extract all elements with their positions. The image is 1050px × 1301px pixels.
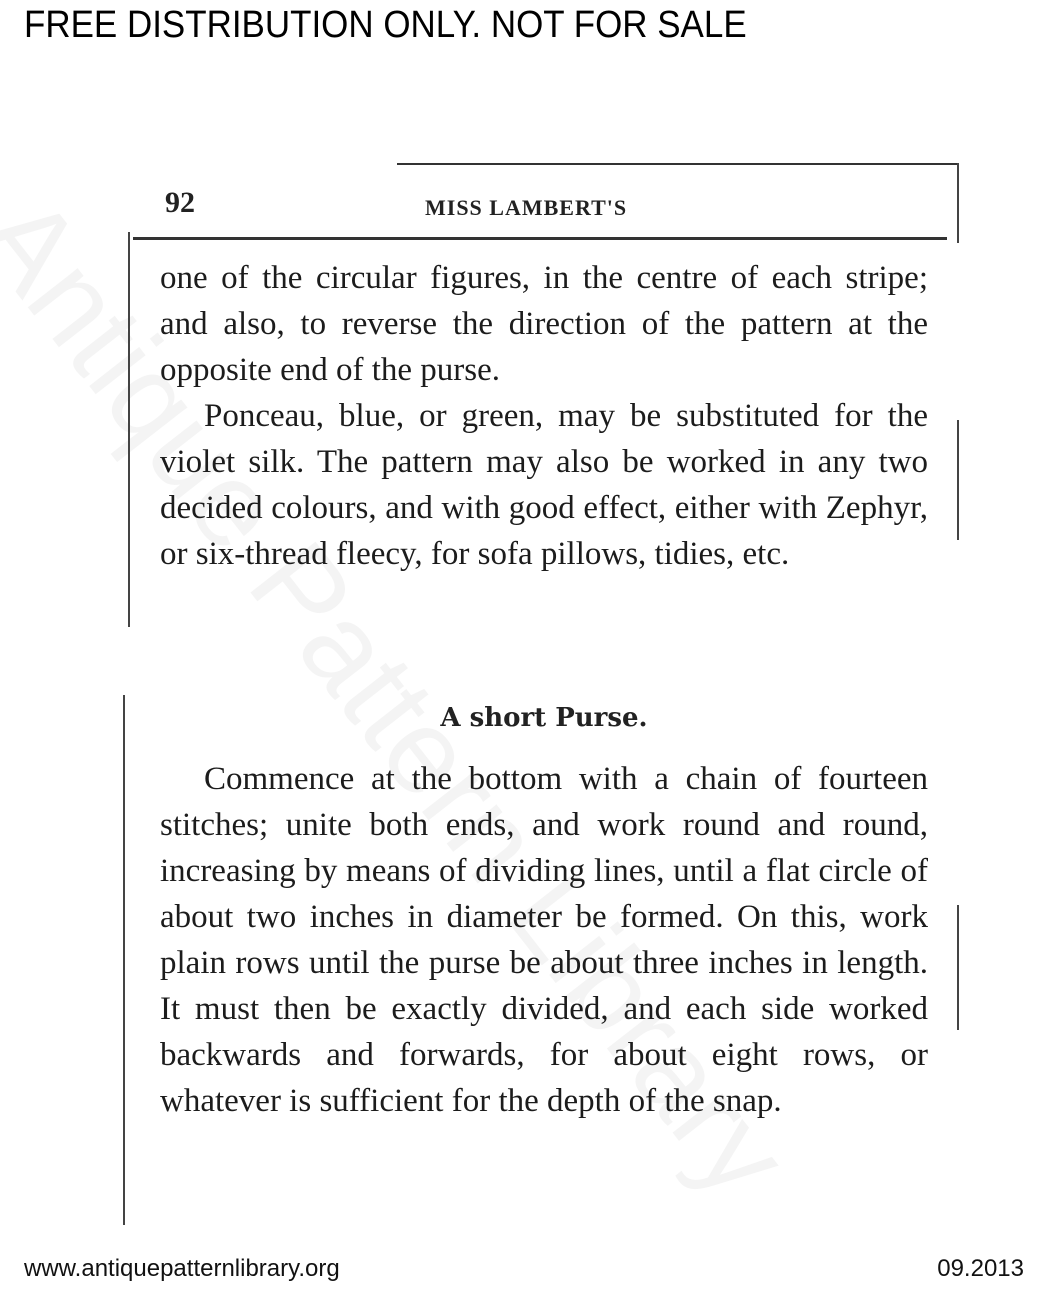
- left-border-rule-2: [123, 695, 125, 1225]
- header-rule: [133, 237, 947, 240]
- section-heading: A short Purse.: [440, 703, 648, 733]
- footer-date: 09.2013: [937, 1255, 1024, 1282]
- top-border-rule: [397, 163, 959, 165]
- paragraph: Commence at the bottom with a chain of fourteen stitches; unite both ends, and work round and round, increasing by means of dividing lines, until a flat circle of about two inches in diameter be formed. On this, work plain rows until the purse be about three inches in length. It must then be exactly divided, and each side worked backwards and forwards, for about eight rows, or whatever is sufficient for the depth of the snap.: [160, 761, 928, 1119]
- section-continuation: [160, 255, 928, 577]
- section-short-purse: [160, 756, 928, 1124]
- running-head: MISS LAMBERT'S: [425, 195, 628, 220]
- left-border-rule: [128, 232, 130, 627]
- distribution-banner: FREE DISTRIBUTION ONLY. NOT FOR SALE: [24, 4, 747, 46]
- right-border-rule-2: [957, 420, 959, 540]
- page-number: 92: [165, 186, 195, 219]
- right-border-rule: [957, 163, 959, 243]
- footer-url: www.antiquepatternlibrary.org: [24, 1255, 340, 1282]
- paragraph: Ponceau, blue, or green, may be substituted for the violet silk. The pattern may also be worked in any two decided colours, and with good effect, either with Zephyr, or six-thread fleecy, for sofa pillows, tidies, etc.: [160, 398, 928, 572]
- right-border-rule-3: [957, 905, 959, 1030]
- paragraph: one of the circular figures, in the centre of each stripe; and also, to reverse the direction of the pattern at the opposite end of the purse.: [160, 260, 928, 388]
